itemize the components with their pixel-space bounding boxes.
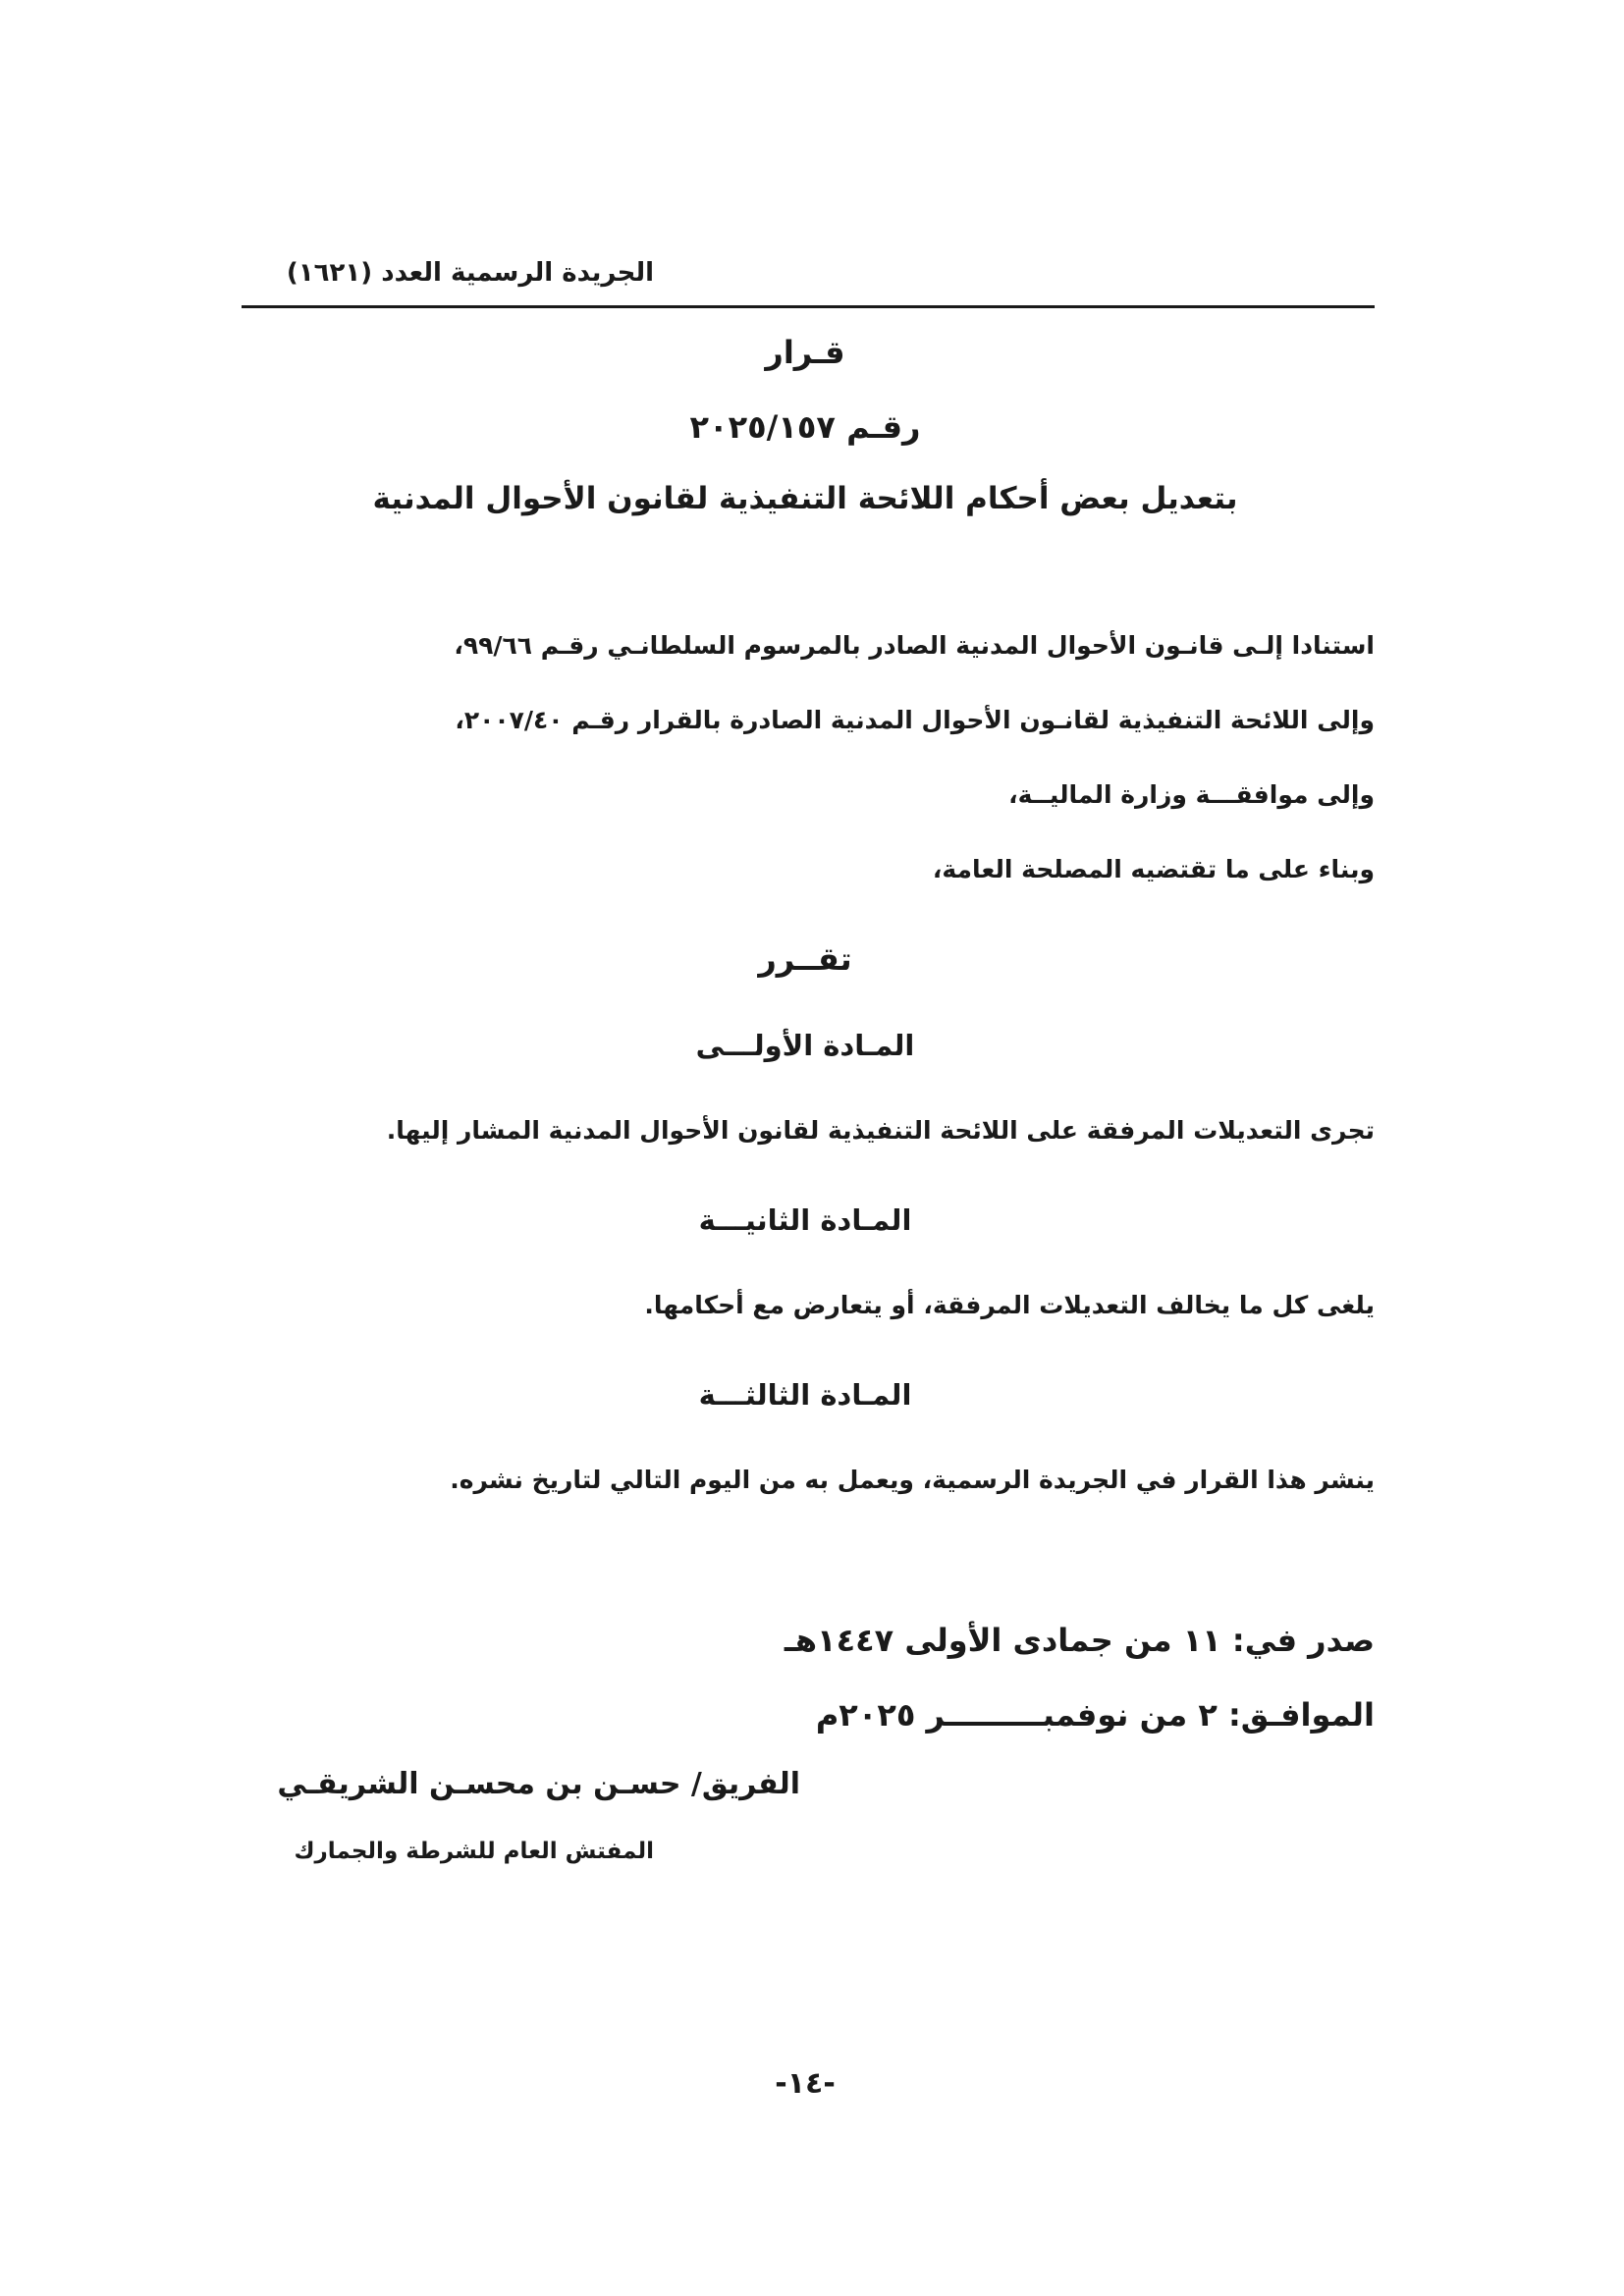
article-2-heading: المـادة الثانيـــة	[698, 1203, 912, 1237]
decision-number: رقـم ٢٠٢٥/١٥٧	[689, 408, 921, 446]
corresponding-date: الموافـق: ٢ من نوفمبـــــــــر ٢٠٢٥م	[815, 1696, 1375, 1734]
header-divider	[242, 305, 1375, 308]
page-number: -١٤-	[775, 2066, 836, 2101]
gazette-header-title: الجريدة الرسمية العدد (١٦٢١)	[286, 258, 654, 288]
signer-name: الفريق/ حسـن بن محسـن الشريقـي	[277, 1767, 800, 1801]
article-1-heading: المـادة الأولـــى	[695, 1029, 915, 1062]
article-1-text: تجرى التعديلات المرفقة على اللائحة التنفيذية لقانون الأحوال المدنية المشار إليها.	[386, 1116, 1375, 1145]
issued-date: صدر في: ١١ من جمادى الأولى ١٤٤٧هـ	[784, 1622, 1375, 1659]
preamble-line: وإلى اللائحة التنفيذية لقانـون الأحوال المدنية الصادرة بالقرار رقـم ٢٠٠٧/٤٠،	[455, 706, 1375, 734]
article-2-text: يلغى كل ما يخالف التعديلات المرفقة، أو يتعارض مع أحكامها.	[644, 1291, 1375, 1319]
signer-title: المفتش العام للشرطة والجمارك	[294, 1839, 654, 1864]
article-3-heading: المـادة الثالثـــة	[698, 1378, 912, 1412]
article-3-text: ينشر هذا القرار في الجريدة الرسمية، ويعمل به من اليوم التالي لتاريخ نشره.	[450, 1466, 1375, 1494]
decision-heading: قـرار	[765, 334, 845, 371]
preamble-line: وبناء على ما تقتضيه المصلحة العامة،	[932, 855, 1375, 883]
decision-subject: بتعديل بعض أحكام اللائحة التنفيذية لقانون الأحوال المدنية	[372, 481, 1238, 516]
decides-heading: تقــرر	[758, 940, 852, 978]
preamble-line: وإلى موافقـــة وزارة الماليــة،	[1008, 780, 1375, 809]
preamble-line: استنادا إلـى قانـون الأحوال المدنية الصادر بالمرسوم السلطانـي رقـم ٩٩/٦٦،	[454, 631, 1375, 660]
